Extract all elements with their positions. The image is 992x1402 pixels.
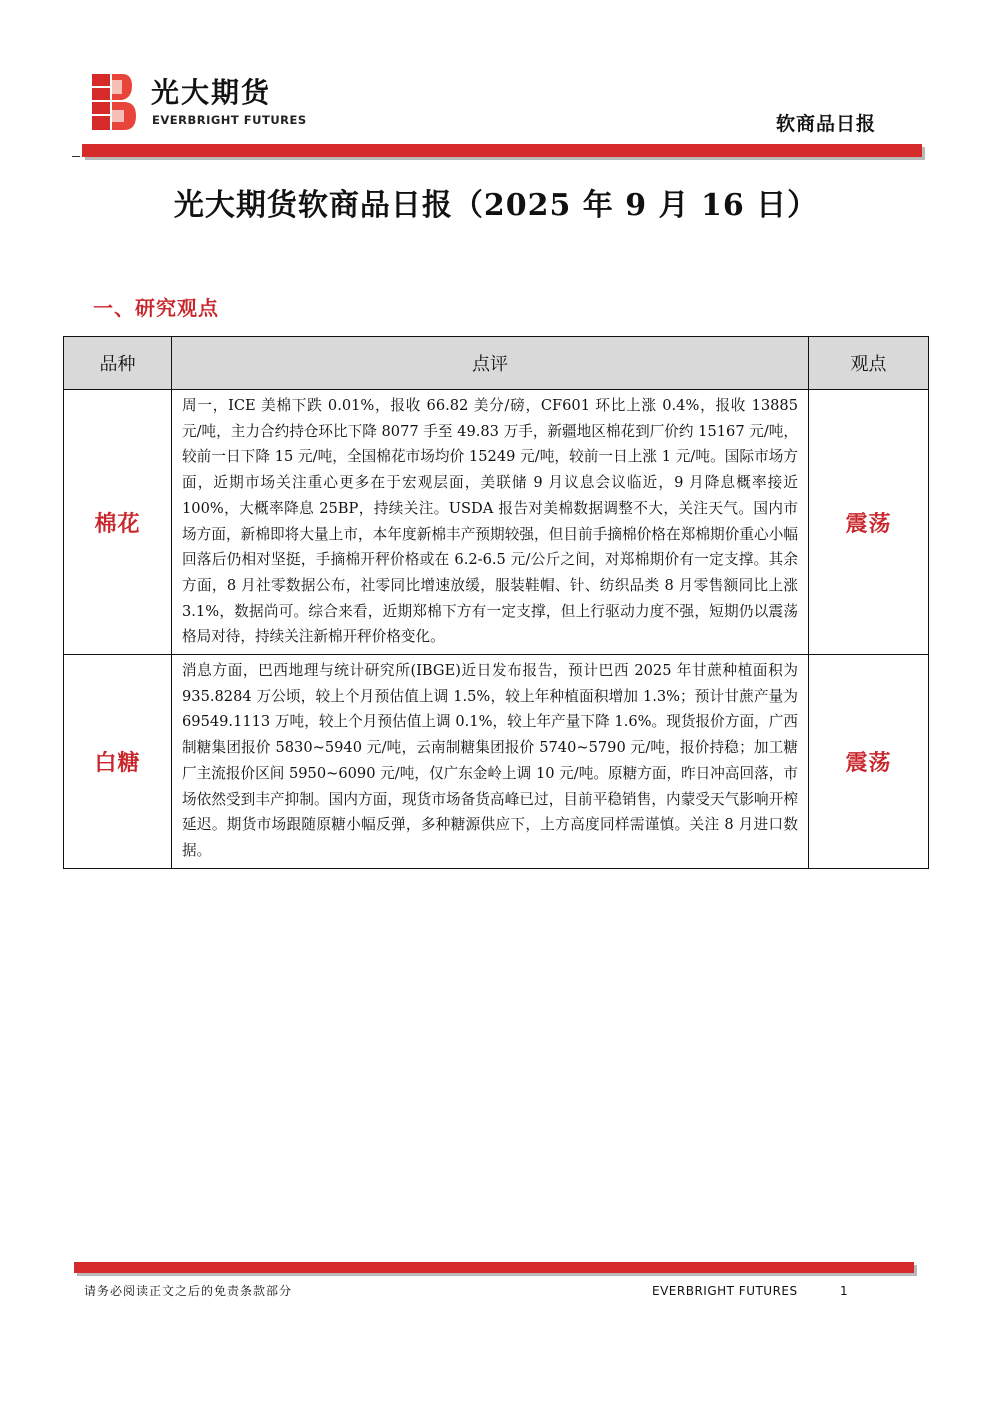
- page-number: 1: [840, 1284, 848, 1298]
- view-cell: 震荡: [809, 390, 929, 655]
- disclaimer-note: 请务必阅读正文之后的免责条款部分: [84, 1284, 293, 1298]
- header-comment: 点评: [172, 337, 809, 390]
- footer-brand: EVERBRIGHT FUTURES: [652, 1284, 798, 1298]
- report-type: 软商品日报: [775, 113, 876, 135]
- view-cell: 震荡: [809, 655, 929, 869]
- brand-name-en: EVERBRIGHT FUTURES: [152, 113, 307, 127]
- header-variety: 品种: [64, 337, 172, 390]
- header-view: 观点: [809, 337, 929, 390]
- table-row-sugar: [64, 655, 929, 869]
- header-divider: [82, 144, 922, 157]
- table-header-row: [64, 337, 929, 390]
- table-row-cotton: [64, 390, 929, 655]
- section-title: 一、研究观点: [93, 296, 219, 320]
- comment-cell: 周一，ICE 美棉下跌 0.01%，报收 66.82 美分/磅，CF601 环比上涨 0.4%，报收 13885 元/吨，主力合约持仓环比下降 8077 手至 49.83 万手，新疆地区棉花到厂价约 15167 元/吨，较前一日下降 15 元/吨，全国棉花市场均价 15249 元/吨，较前一日上涨 1 元/吨。国际市场方面，近期市场关注重心更多在于宏观层面，美联储 9 月议息会议临近，9 月降息概率接近 100%，大概率降息 25BP，持续关注。USDA 报告对美棉数据调整不大，关注天气。国内市场方面，新棉即将大量上市，本年度新棉丰产预期较强，但目前手摘棉价格在郑棉期价重心小幅回落后仍相对坚挺，手摘棉开秤价格或在 6.2-6.5 元/公斤之间，对郑棉期价有一定支撑。其余方面，8 月社零数据公布，社零同比增速放缓，服装鞋帽、针、纺织品类 8 月零售额同比上涨 3.1%，数据尚可。综合来看，近期郑棉下方有一定支撑，但上行驱动力度不强，短期仍以震荡格局对待，持续关注新棉开秤价格变化。: [172, 390, 809, 655]
- header-tick-mark: [72, 156, 80, 157]
- variety-cell: 棉花: [64, 390, 172, 655]
- comment-cell: 消息方面，巴西地理与统计研究所(IBGE)近日发布报告，预计巴西 2025 年甘蔗种植面积为 935.8284 万公顷，较上个月预估值上调 1.5%，较上年种植面积增加 1.3%；预计甘蔗产量为 69549.1113 万吨，较上个月预估值上调 0.1%，较上年产量下降 1.6%。现货报价方面，广西制糖集团报价 5830~5940 元/吨，云南制糖集团报价 5740~5790 元/吨，报价持稳；加工糖厂主流报价区间 5950~6090 元/吨，仅广东金岭上调 10 元/吨。原糖方面，昨日冲高回落，市场依然受到丰产抑制。国内方面，现货市场备货高峰已过，目前平稳销售，内蒙受天气影响开榨延迟。期货市场跟随原糖小幅反弹，多种糖源供应下，上方高度同样需谨慎。关注 8 月进口数据。: [172, 655, 809, 869]
- everbright-logo-icon: [92, 74, 136, 130]
- brand-name-cn: 光大期货: [151, 76, 272, 109]
- variety-cell: 白糖: [64, 655, 172, 869]
- footer-divider: [74, 1262, 914, 1273]
- research-view-table: [63, 336, 929, 869]
- document-title: 光大期货软商品日报（2025 年 9 月 16 日）: [173, 188, 819, 223]
